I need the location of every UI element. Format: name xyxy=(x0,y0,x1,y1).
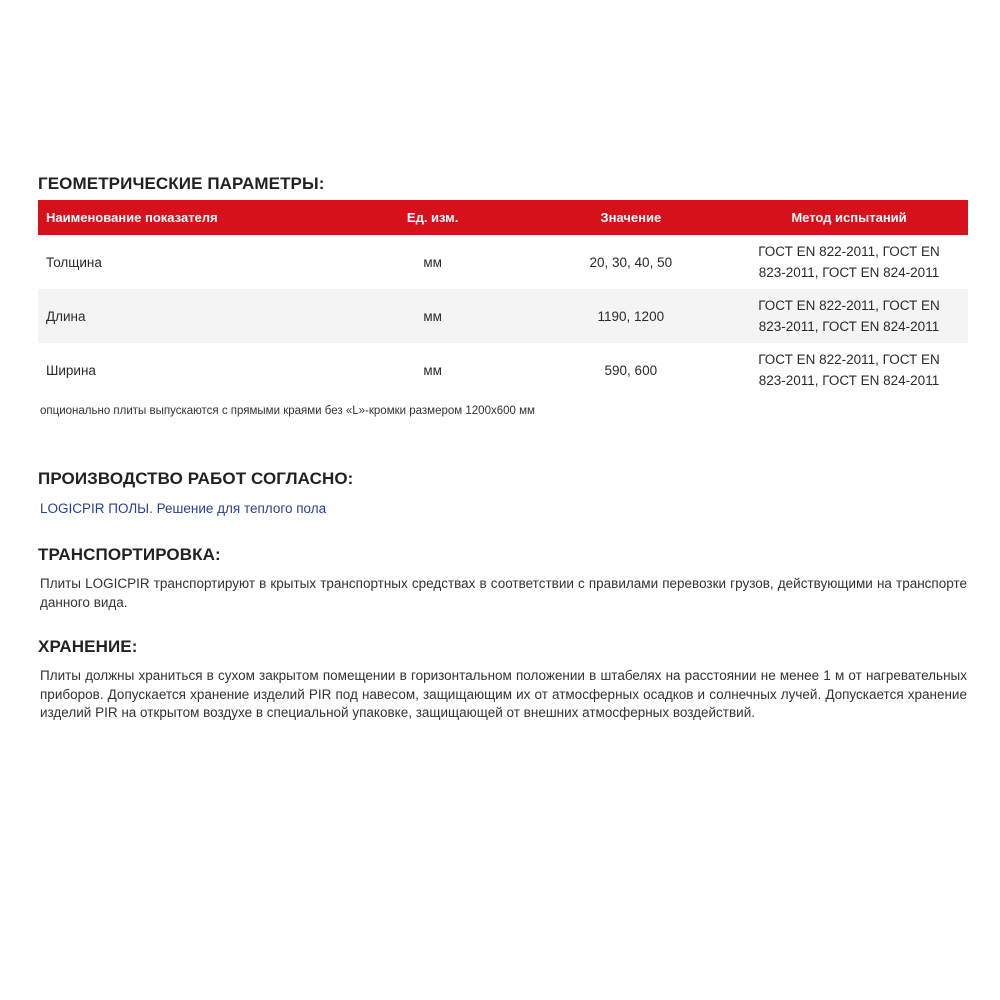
transport-paragraph: Плиты LOGICPIR транспортируют в крытых транспортных средствах в соответствии с правилами перевозки грузов, действующими на транспорте данного вида. xyxy=(40,576,967,610)
column-header-method: Метод испытаний xyxy=(730,200,968,235)
cell-unit: мм xyxy=(423,254,442,270)
method-line-1: ГОСТ EN 822-2011, ГОСТ EN xyxy=(758,352,940,367)
table-footnote: опционально плиты выпускаются с прямыми краями без «L»-кромки размером 1200х600 мм xyxy=(40,405,535,417)
cell-method xyxy=(730,289,968,343)
cell-method xyxy=(730,235,968,289)
column-header-value: Значение xyxy=(532,200,730,235)
cell-value: 1190, 1200 xyxy=(532,289,730,343)
cell-unit: мм xyxy=(423,362,442,378)
geometry-table xyxy=(38,200,968,397)
cell-value: 20, 30, 40, 50 xyxy=(589,254,673,270)
storage-paragraph: Плиты должны храниться в сухом закрытом помещении в горизонтальном положении в штабелях на расстоянии не менее 1 м от нагревательных приборов. Допускается хранение изделий PIR под навесом, защищающим их от атмосферных осадков и солнечных лучей. Допускается хранение изделий PIR на открытом воздухе в специальной упаковке, защищающей от внешних атмосферных воздействий. xyxy=(40,668,967,720)
table-row xyxy=(38,343,968,397)
cell-name: Толщина xyxy=(46,254,102,270)
column-header-unit: Ед. изм. xyxy=(334,200,532,235)
storage-heading: ХРАНЕНИЕ: xyxy=(38,637,138,656)
method-line-2: 823-2011, ГОСТ EN 824-2011 xyxy=(758,373,940,388)
table-row xyxy=(38,235,968,289)
transport-heading: ТРАНСПОРТИРОВКА: xyxy=(38,545,221,564)
table-row xyxy=(38,289,968,343)
solution-link[interactable]: LOGICPIR ПОЛЫ. Решение для теплого пола xyxy=(40,501,327,516)
cell-value: 590, 600 xyxy=(604,362,658,378)
cell-unit: мм xyxy=(334,289,532,343)
cell-name: Ширина xyxy=(46,362,96,378)
method-line-1: ГОСТ EN 822-2011, ГОСТ EN xyxy=(758,298,940,313)
geometry-heading: ГЕОМЕТРИЧЕСКИЕ ПАРАМЕТРЫ: xyxy=(38,174,325,193)
production-heading: ПРОИЗВОДСТВО РАБОТ СОГЛАСНО: xyxy=(38,469,354,488)
table-header-row xyxy=(38,200,968,235)
method-line-2: 823-2011, ГОСТ EN 824-2011 xyxy=(758,319,940,334)
production-link-line xyxy=(40,501,326,516)
method-line-2: 823-2011, ГОСТ EN 824-2011 xyxy=(758,265,940,280)
method-line-1: ГОСТ EN 822-2011, ГОСТ EN xyxy=(758,244,940,259)
cell-name: Длина xyxy=(38,289,334,343)
column-header-name: Наименование показателя xyxy=(38,200,334,235)
cell-method xyxy=(730,343,968,397)
